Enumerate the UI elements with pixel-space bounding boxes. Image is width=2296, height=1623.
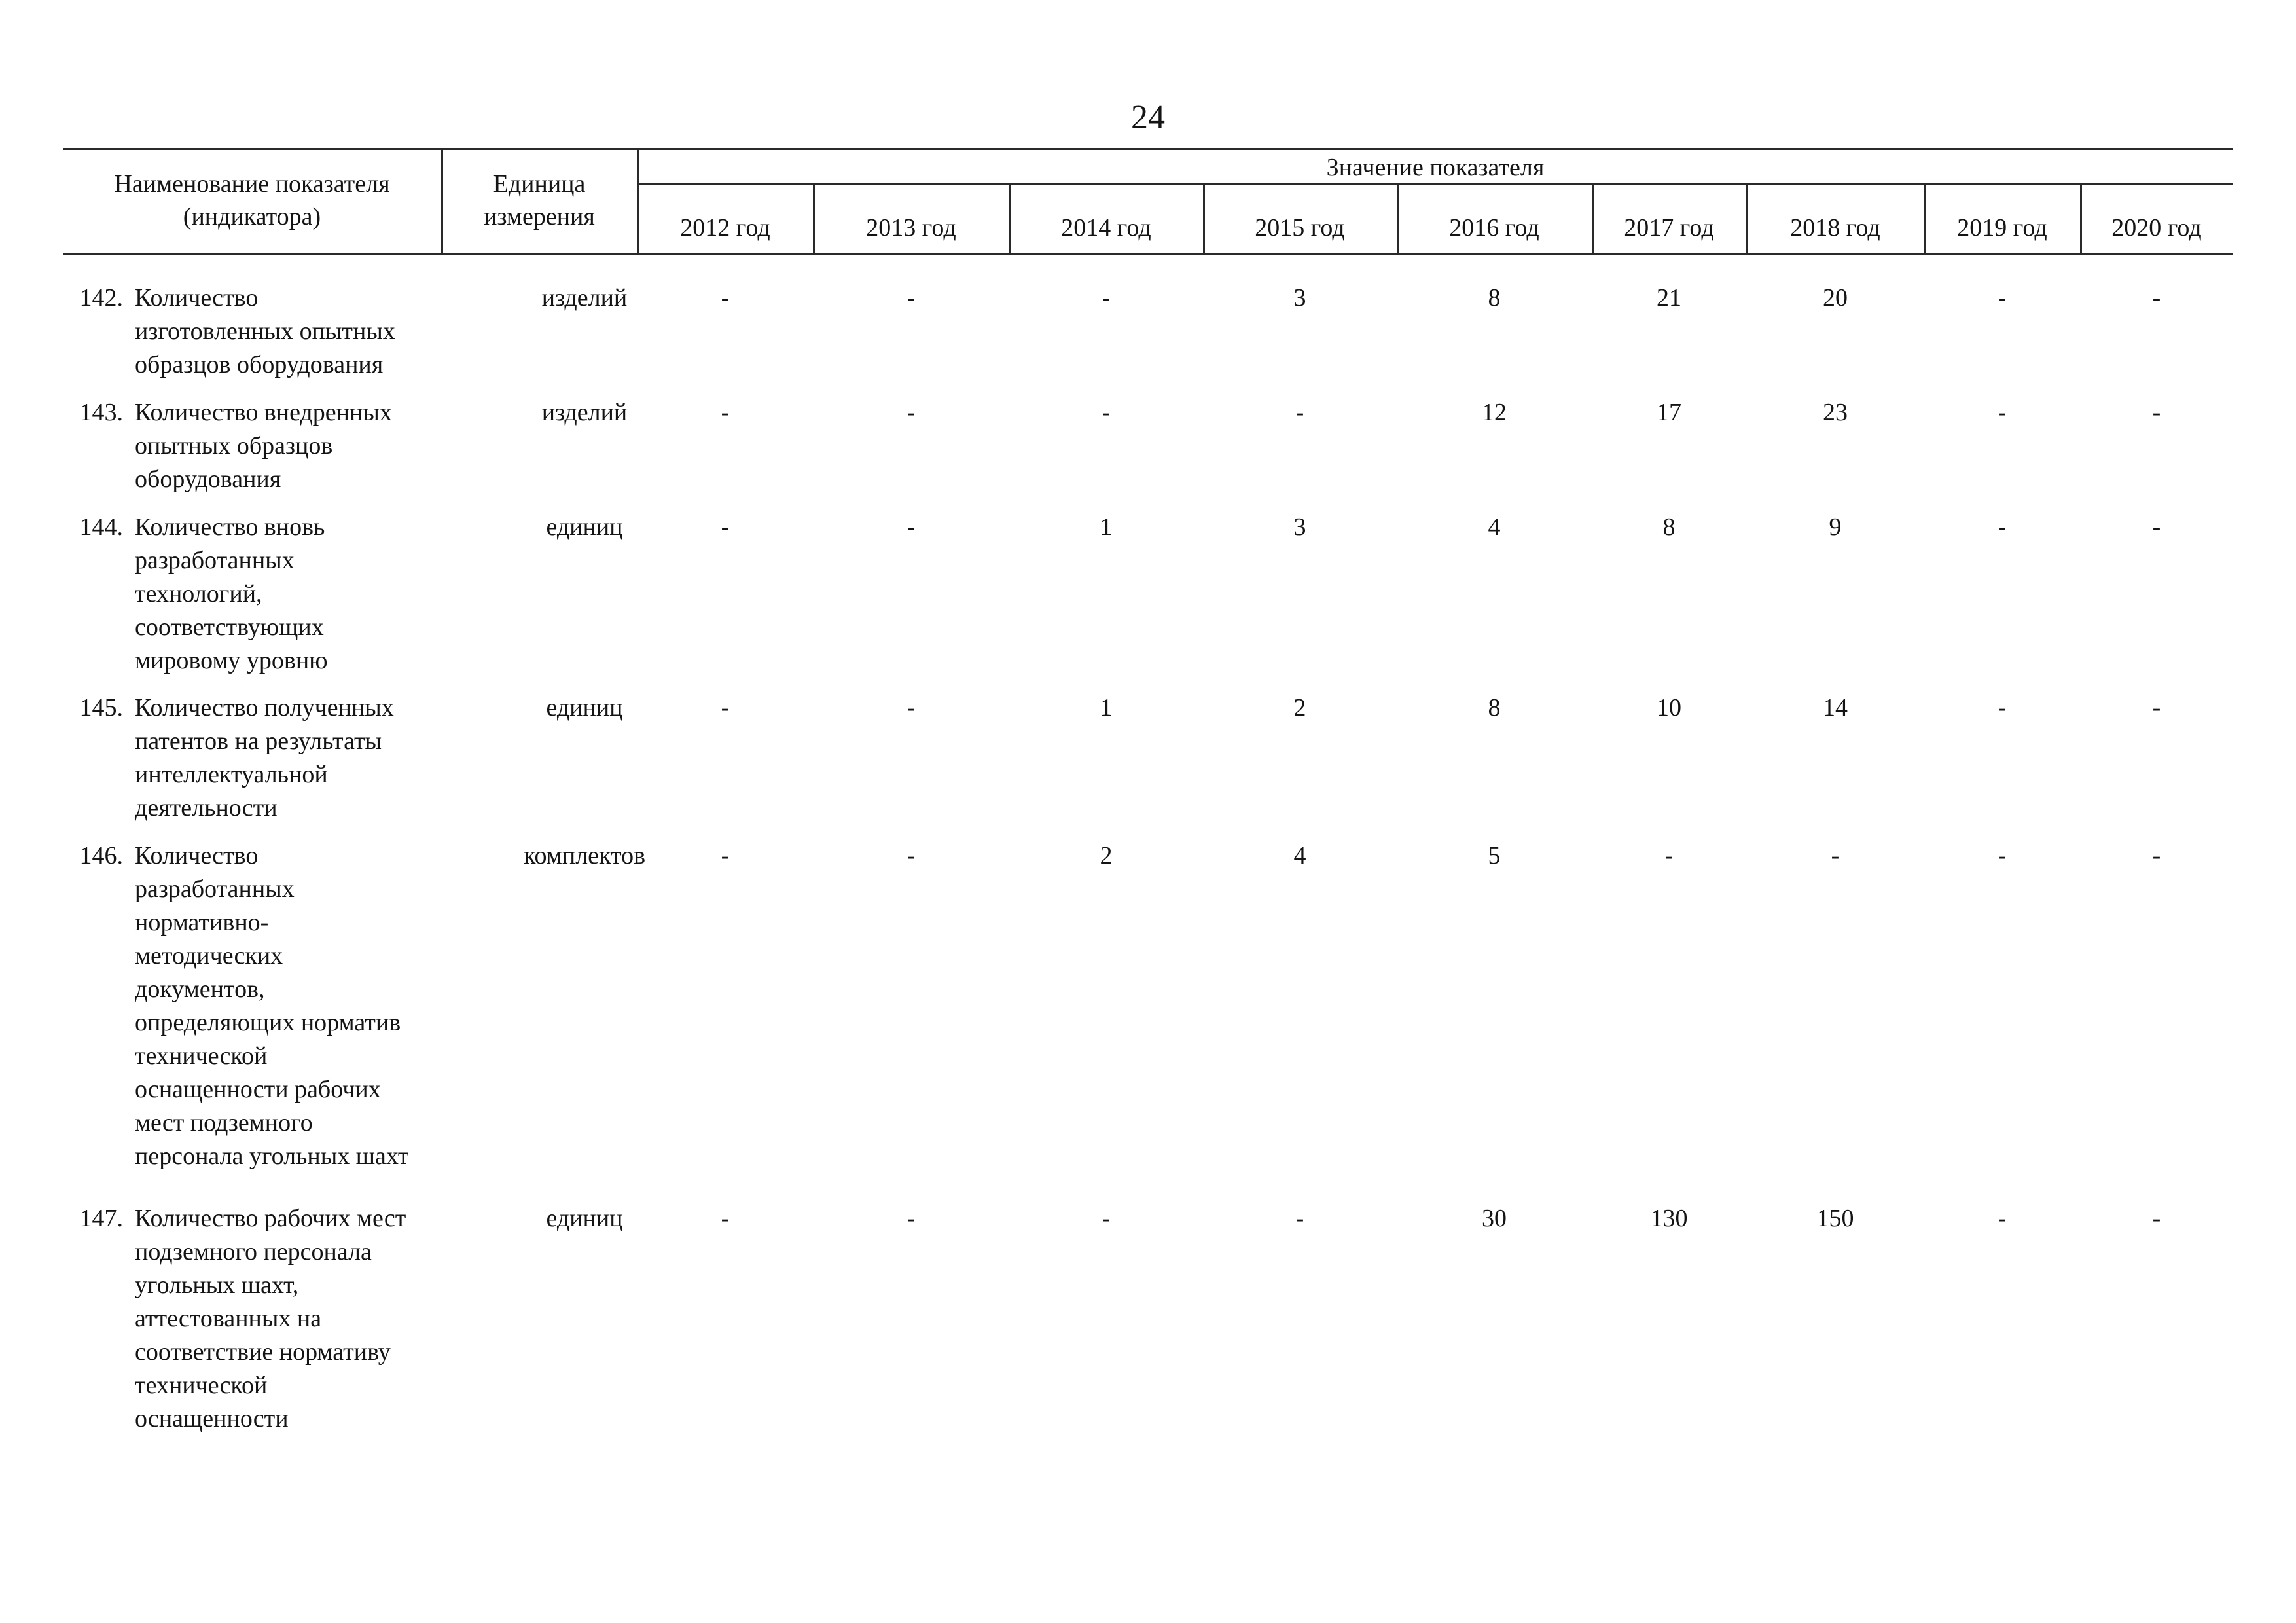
indicator-name: Количество рабочих мест подземного персонала угольных шахт, аттестованных на соответствие нормативу технической оснащенности (135, 1205, 406, 1432)
value-2020: - (2152, 284, 2161, 312)
unit-cell: единиц (546, 513, 623, 541)
value-2012: - (721, 399, 730, 426)
row-number: 147. (79, 1205, 123, 1232)
row-number: 146. (79, 842, 123, 869)
unit-header: Единица измерения (484, 170, 595, 230)
value-2017: 21 (1657, 284, 1681, 312)
value-2020: - (2152, 399, 2161, 426)
value-2020: - (2152, 513, 2161, 541)
indicator-name: Количество изготовленных опытных образцов оборудования (135, 284, 395, 378)
year-header-2012: 2012 год (680, 214, 770, 242)
indicator-name: Количество внедренных опытных образцов оборудования (135, 399, 392, 493)
table-row (63, 282, 2233, 386)
value-2014: 2 (1100, 842, 1113, 869)
value-2017: - (1664, 842, 1674, 869)
value-2018: 14 (1823, 694, 1848, 721)
header-top-rule (63, 148, 2233, 150)
value-2013: - (906, 1205, 916, 1232)
value-2014: 1 (1100, 513, 1113, 541)
unit-cell: изделий (541, 399, 628, 426)
year-header-2014: 2014 год (1061, 214, 1151, 242)
year-header-2019: 2019 год (1957, 214, 2047, 242)
value-2017: 17 (1657, 399, 1681, 426)
value-2015: - (1295, 1205, 1304, 1232)
value-2016: 30 (1482, 1205, 1507, 1232)
indicator-name-header: Наименование показателя (индикатора) (114, 170, 390, 230)
unit-cell: единиц (546, 1205, 623, 1232)
year-header-2016: 2016 год (1449, 214, 1539, 242)
value-2016: 4 (1488, 513, 1501, 541)
value-2013: - (906, 399, 916, 426)
indicator-name: Количество полученных патентов на результаты интеллектуальной деятельности (135, 694, 394, 822)
indicator-name: Количество разработанных нормативно- методических документов, определяющих норматив технической оснащенности рабочих мест подземного персонала угольных шахт (135, 842, 409, 1170)
value-2019: - (1998, 842, 2007, 869)
value-group-rule (637, 183, 2233, 185)
value-2017: 8 (1662, 513, 1676, 541)
value-2018: 23 (1823, 399, 1848, 426)
value-2018: 9 (1829, 513, 1842, 541)
unit-cell: единиц (546, 694, 623, 721)
value-2013: - (906, 284, 916, 312)
row-number: 145. (79, 694, 123, 721)
table-row (63, 511, 2233, 681)
value-2015: 3 (1293, 284, 1306, 312)
value-2014: - (1102, 1205, 1111, 1232)
value-2013: - (906, 694, 916, 721)
value-2012: - (721, 842, 730, 869)
value-2015: 2 (1293, 694, 1306, 721)
value-2013: - (906, 842, 916, 869)
value-2015: 4 (1293, 842, 1306, 869)
value-2017: 10 (1657, 694, 1681, 721)
value-2013: - (906, 513, 916, 541)
year-header-2015: 2015 год (1255, 214, 1345, 242)
year-header-2017: 2017 год (1624, 214, 1714, 242)
year-header-2020: 2020 год (2111, 214, 2202, 242)
value-2019: - (1998, 399, 2007, 426)
value-2015: - (1295, 399, 1304, 426)
value-2017: 130 (1650, 1205, 1688, 1232)
value-2016: 8 (1488, 284, 1501, 312)
value-2019: - (1998, 513, 2007, 541)
value-2018: 150 (1816, 1205, 1854, 1232)
value-2012: - (721, 1205, 730, 1232)
table-row (63, 839, 2233, 1180)
value-2019: - (1998, 694, 2007, 721)
unit-cell: комплектов (523, 842, 646, 869)
year-header-2018: 2018 год (1790, 214, 1880, 242)
value-2019: - (1998, 1205, 2007, 1232)
page-number: 24 (1131, 99, 1165, 136)
value-2020: - (2152, 1205, 2161, 1232)
row-number: 144. (79, 513, 123, 541)
value-2016: 8 (1488, 694, 1501, 721)
value-2012: - (721, 694, 730, 721)
value-2012: - (721, 513, 730, 541)
row-number: 143. (79, 399, 123, 426)
value-2020: - (2152, 842, 2161, 869)
value-2012: - (721, 284, 730, 312)
value-2019: - (1998, 284, 2007, 312)
value-2014: - (1102, 399, 1111, 426)
value-2020: - (2152, 694, 2161, 721)
value-2015: 3 (1293, 513, 1306, 541)
row-number: 142. (79, 284, 123, 312)
value-2018: - (1831, 842, 1840, 869)
value-group-header: Значение показателя (1326, 154, 1545, 181)
unit-cell: изделий (541, 284, 628, 312)
indicator-name: Количество вновь разработанных технологий, соответствующих мировому уровню (135, 513, 328, 674)
table-row (63, 1202, 2233, 1438)
table-row (63, 396, 2233, 501)
value-2016: 12 (1482, 399, 1507, 426)
year-header-2013: 2013 год (866, 214, 956, 242)
value-2014: - (1102, 284, 1111, 312)
table-row (63, 691, 2233, 829)
value-2018: 20 (1823, 284, 1848, 312)
table-header (63, 148, 2233, 255)
value-2016: 5 (1488, 842, 1501, 869)
value-2014: 1 (1100, 694, 1113, 721)
